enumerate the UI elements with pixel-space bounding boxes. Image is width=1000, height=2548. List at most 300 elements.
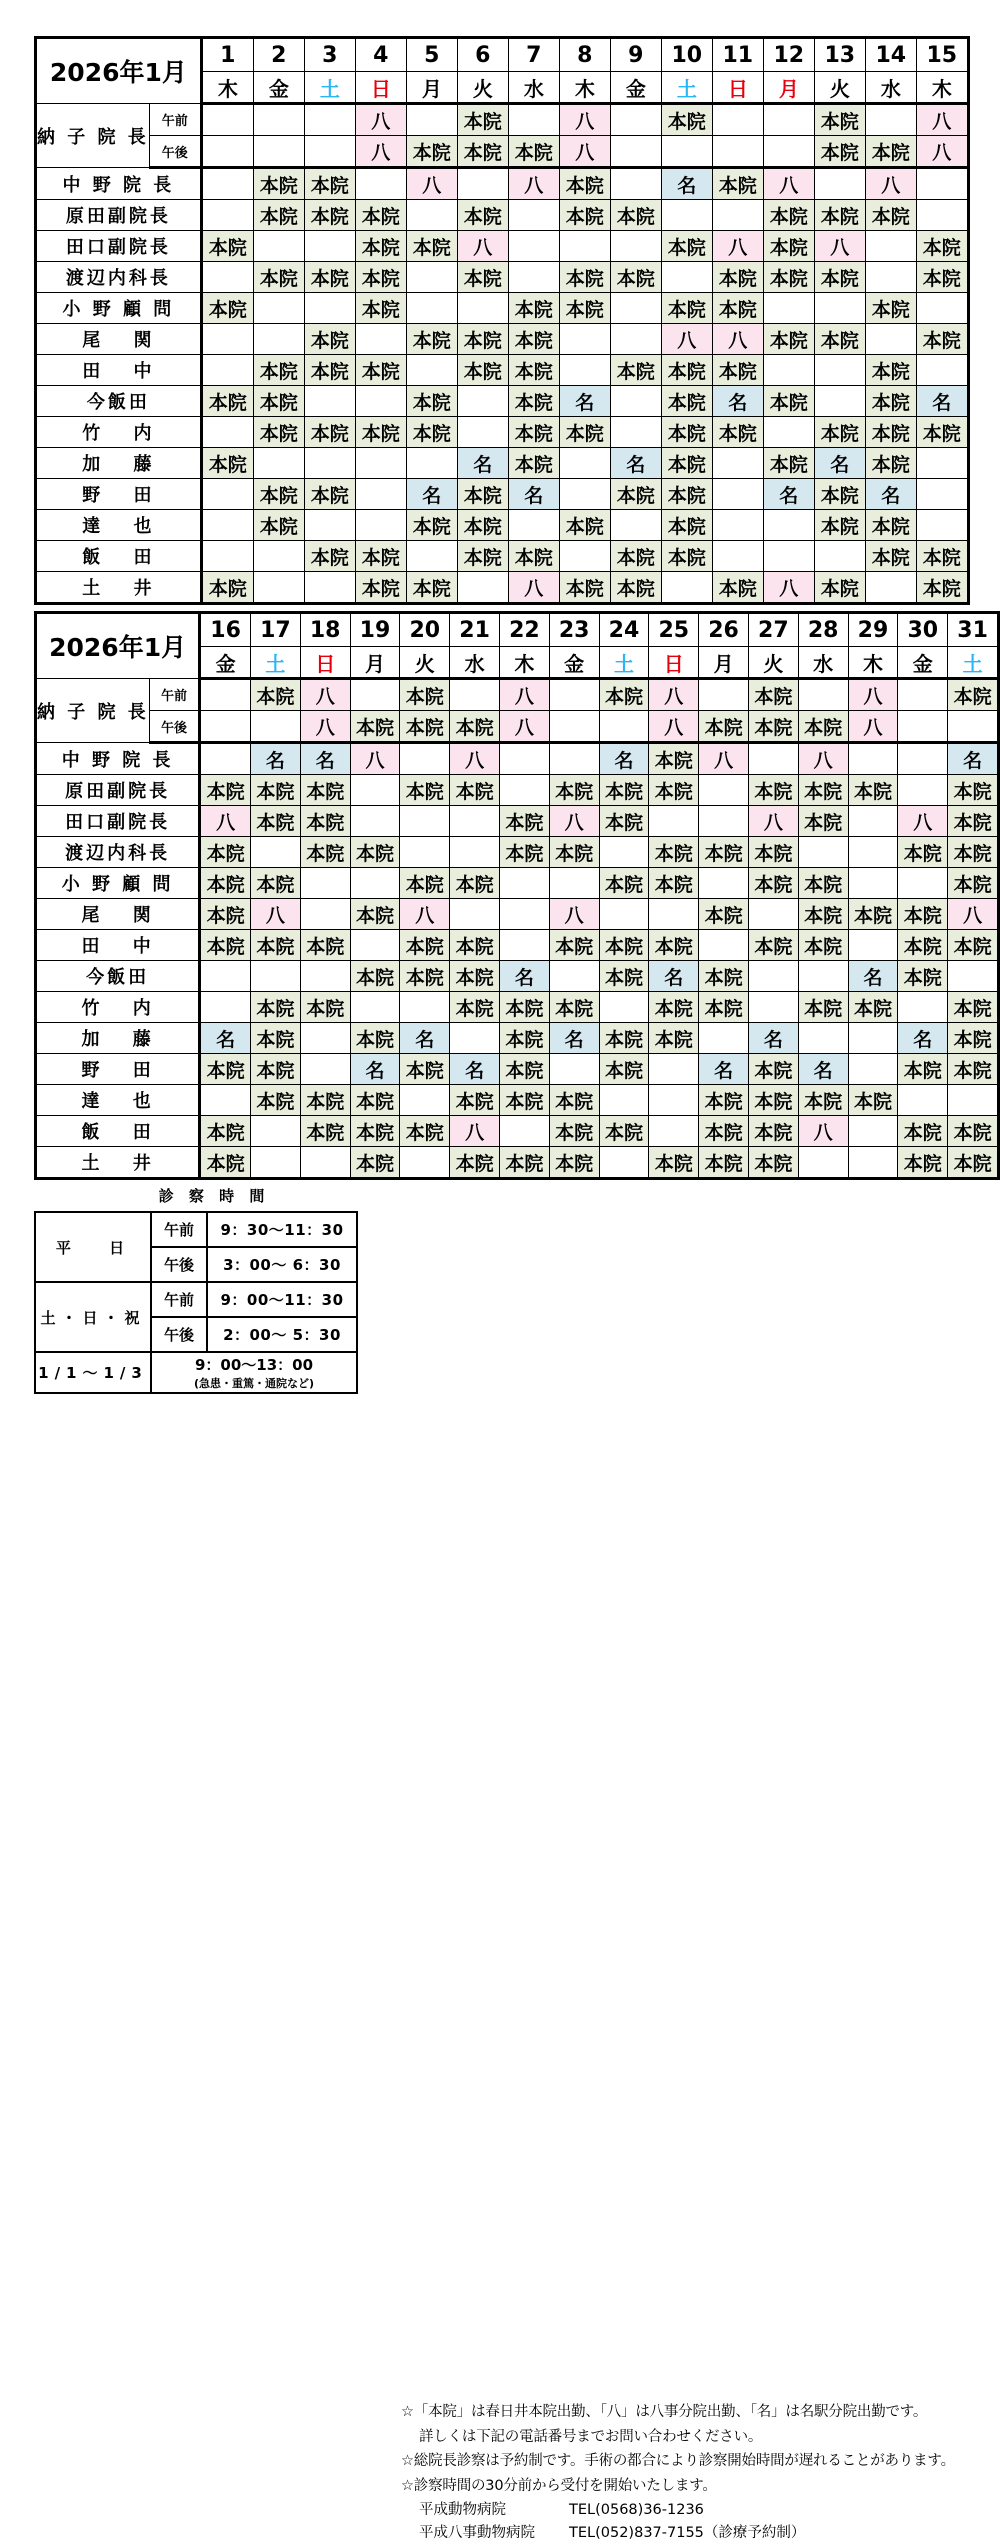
hours-newyear-note: (急患・重篤・通院など) [193, 1377, 315, 1390]
schedule-cell [559, 479, 610, 510]
schedule-cell [848, 1023, 898, 1054]
day-number-header: 7 [508, 38, 559, 72]
schedule-cell: 名 [898, 1023, 948, 1054]
schedule-cell [599, 711, 649, 743]
day-number-header: 30 [898, 613, 948, 647]
schedule-cell: 八 [355, 136, 406, 168]
staff-name: 今飯田 [36, 386, 202, 417]
hours-title: 診 察 時 間 [158, 1187, 270, 1205]
day-number-header: 2 [253, 38, 304, 72]
schedule-table-first-half [34, 36, 970, 605]
schedule-cell: 本院 [748, 1147, 798, 1179]
schedule-cell: 本院 [599, 806, 649, 837]
schedule-cell: 本院 [748, 1116, 798, 1147]
schedule-cell [763, 104, 814, 136]
schedule-cell: 本院 [948, 992, 999, 1023]
schedule-cell [748, 961, 798, 992]
schedule-cell [848, 1054, 898, 1085]
schedule-cell: 本院 [610, 541, 661, 572]
schedule-cell [916, 355, 968, 386]
schedule-cell [400, 1147, 450, 1179]
staff-name: 加 藤 [36, 448, 202, 479]
schedule-cell: 本院 [450, 930, 500, 961]
schedule-cell: 本院 [798, 711, 848, 743]
schedule-cell [350, 930, 400, 961]
schedule-cell [814, 168, 865, 200]
staff-name: 小 野 顧 問 [36, 868, 200, 899]
schedule-cell: 本院 [748, 1054, 798, 1085]
schedule-cell: 八 [798, 1116, 848, 1147]
schedule-cell: 本院 [304, 262, 355, 293]
schedule-cell: 本院 [610, 200, 661, 231]
schedule-cell [450, 899, 500, 930]
schedule-cell: 本院 [661, 386, 712, 417]
schedule-cell: 本院 [699, 899, 749, 930]
schedule-cell: 名 [350, 1054, 400, 1085]
schedule-cell [898, 679, 948, 711]
schedule-cell: 本院 [300, 930, 350, 961]
schedule-cell: 本院 [549, 1147, 599, 1179]
schedule-cell: 本院 [304, 168, 355, 200]
schedule-cell: 名 [499, 961, 549, 992]
schedule-cell: 八 [798, 743, 848, 775]
schedule-cell: 本院 [350, 837, 400, 868]
schedule-cell: 本院 [814, 104, 865, 136]
schedule-cell: 本院 [355, 541, 406, 572]
schedule-cell: 本院 [350, 961, 400, 992]
schedule-cell [699, 775, 749, 806]
schedule-cell [610, 104, 661, 136]
schedule-cell [201, 355, 253, 386]
schedule-cell [610, 293, 661, 324]
day-number-header: 22 [499, 613, 549, 647]
schedule-cell [898, 775, 948, 806]
hours-pm-time-weekend: 2：00〜 5：30 [207, 1317, 357, 1352]
schedule-cell [355, 324, 406, 355]
schedule-cell [304, 136, 355, 168]
schedule-cell: 本院 [814, 510, 865, 541]
schedule-cell [400, 806, 450, 837]
schedule-cell [201, 417, 253, 448]
day-number-header: 19 [350, 613, 400, 647]
schedule-cell [457, 168, 508, 200]
shift-label-am: 午前 [149, 679, 199, 711]
schedule-cell: 本院 [549, 930, 599, 961]
schedule-cell [253, 448, 304, 479]
schedule-cell: 本院 [251, 1054, 301, 1085]
schedule-cell: 本院 [699, 1085, 749, 1116]
schedule-cell [898, 743, 948, 775]
schedule-cell [798, 837, 848, 868]
schedule-cell: 本院 [763, 386, 814, 417]
schedule-cell: 本院 [798, 1085, 848, 1116]
consultation-hours-table [34, 1211, 358, 1394]
schedule-cell: 本院 [814, 136, 865, 168]
schedule-cell: 本院 [712, 417, 763, 448]
schedule-cell [763, 541, 814, 572]
schedule-cell: 八 [649, 711, 699, 743]
day-of-week-header: 日 [712, 72, 763, 104]
schedule-cell [200, 711, 251, 743]
schedule-cell: 八 [763, 168, 814, 200]
schedule-cell: 本院 [599, 930, 649, 961]
schedule-cell [406, 104, 457, 136]
schedule-cell [355, 510, 406, 541]
schedule-cell: 名 [549, 1023, 599, 1054]
schedule-cell: 本院 [499, 1147, 549, 1179]
schedule-cell: 名 [450, 1054, 500, 1085]
schedule-cell [508, 200, 559, 231]
day-of-week-header: 月 [350, 647, 400, 679]
shift-label-am: 午前 [149, 104, 201, 136]
staff-name: 加 藤 [36, 1023, 200, 1054]
schedule-cell [251, 961, 301, 992]
schedule-cell: 本院 [948, 679, 999, 711]
schedule-cell: 本院 [457, 510, 508, 541]
schedule-cell: 名 [763, 479, 814, 510]
schedule-cell [304, 104, 355, 136]
schedule-cell: 八 [300, 679, 350, 711]
staff-name: 野 田 [36, 1054, 200, 1085]
schedule-cell: 本院 [251, 679, 301, 711]
schedule-cell: 本院 [406, 572, 457, 604]
schedule-cell [898, 711, 948, 743]
schedule-cell: 名 [508, 479, 559, 510]
day-of-week-header: 木 [916, 72, 968, 104]
staff-name: 飯 田 [36, 541, 202, 572]
day-number-header: 16 [200, 613, 251, 647]
schedule-cell [508, 231, 559, 262]
schedule-cell: 本院 [763, 200, 814, 231]
clinic-name-yagoto: 平成八事動物病院 [419, 2524, 535, 2541]
staff-name: 渡辺内科長 [36, 262, 202, 293]
schedule-cell: 本院 [499, 1054, 549, 1085]
schedule-cell [712, 136, 763, 168]
schedule-cell [649, 899, 699, 930]
schedule-cell: 八 [499, 711, 549, 743]
schedule-cell [661, 572, 712, 604]
schedule-cell [916, 200, 968, 231]
day-number-header: 8 [559, 38, 610, 72]
schedule-cell: 八 [508, 168, 559, 200]
schedule-cell: 本院 [200, 1116, 251, 1147]
schedule-cell: 本院 [559, 417, 610, 448]
schedule-cell [300, 868, 350, 899]
schedule-cell: 本院 [865, 510, 916, 541]
schedule-cell: 名 [798, 1054, 848, 1085]
schedule-cell [253, 572, 304, 604]
schedule-cell [253, 231, 304, 262]
shift-label-pm: 午後 [149, 711, 199, 743]
schedule-cell: 本院 [661, 104, 712, 136]
schedule-cell: 本院 [450, 775, 500, 806]
schedule-cell [508, 104, 559, 136]
schedule-cell: 本院 [251, 868, 301, 899]
schedule-cell [304, 572, 355, 604]
schedule-cell [355, 448, 406, 479]
schedule-cell: 本院 [499, 992, 549, 1023]
schedule-cell [599, 992, 649, 1023]
schedule-cell: 本院 [508, 541, 559, 572]
schedule-cell: 本院 [865, 448, 916, 479]
schedule-cell: 本院 [559, 200, 610, 231]
schedule-cell: 本院 [200, 775, 251, 806]
day-of-week-header: 土 [948, 647, 999, 679]
schedule-cell: 八 [848, 711, 898, 743]
note-line-4: ☆診察時間の30分前から受付を開始いたします。 [401, 2477, 717, 2494]
schedule-cell: 八 [350, 743, 400, 775]
schedule-cell: 名 [649, 961, 699, 992]
schedule-cell [599, 1085, 649, 1116]
schedule-cell [559, 231, 610, 262]
schedule-cell [400, 992, 450, 1023]
schedule-cell [355, 479, 406, 510]
schedule-cell: 名 [457, 448, 508, 479]
schedule-cell: 本院 [948, 1116, 999, 1147]
schedule-cell [898, 1085, 948, 1116]
schedule-cell: 本院 [948, 1054, 999, 1085]
day-of-week-header: 火 [814, 72, 865, 104]
schedule-cell [304, 510, 355, 541]
schedule-cell: 本院 [355, 293, 406, 324]
day-number-header: 6 [457, 38, 508, 72]
hours-am-time-weekday: 9：30〜11：30 [207, 1212, 357, 1247]
schedule-cell: 本院 [559, 262, 610, 293]
schedule-cell: 本院 [300, 837, 350, 868]
schedule-cell: 本院 [798, 930, 848, 961]
schedule-cell: 本院 [508, 324, 559, 355]
schedule-cell: 本院 [559, 168, 610, 200]
hours-pm-label-weekend: 午後 [151, 1317, 207, 1352]
staff-name: 納 子 院 長 [36, 104, 150, 168]
staff-name: 中 野 院 長 [36, 743, 200, 775]
hours-day-weekday: 平 日 [35, 1212, 151, 1282]
schedule-cell: 本院 [649, 743, 699, 775]
schedule-cell: 本院 [406, 324, 457, 355]
schedule-cell [251, 1147, 301, 1179]
schedule-cell: 本院 [916, 231, 968, 262]
schedule-cell [610, 386, 661, 417]
schedule-cell [201, 200, 253, 231]
schedule-cell: 本院 [251, 1085, 301, 1116]
schedule-cell: 本院 [599, 1116, 649, 1147]
schedule-cell: 本院 [814, 262, 865, 293]
schedule-cell: 本院 [355, 355, 406, 386]
schedule-cell [599, 1147, 649, 1179]
schedule-cell [610, 136, 661, 168]
schedule-cell [948, 1085, 999, 1116]
schedule-cell: 名 [300, 743, 350, 775]
schedule-cell: 本院 [253, 386, 304, 417]
schedule-cell: 八 [898, 806, 948, 837]
schedule-cell: 本院 [300, 1116, 350, 1147]
schedule-cell: 本院 [814, 200, 865, 231]
schedule-cell [699, 930, 749, 961]
schedule-cell: 名 [814, 448, 865, 479]
schedule-cell [350, 806, 400, 837]
schedule-cell: 本院 [457, 541, 508, 572]
schedule-cell: 本院 [898, 1116, 948, 1147]
schedule-cell: 本院 [763, 231, 814, 262]
schedule-cell [350, 679, 400, 711]
schedule-cell: 本院 [253, 510, 304, 541]
day-number-header: 14 [865, 38, 916, 72]
schedule-cell: 八 [649, 679, 699, 711]
schedule-cell: 八 [549, 806, 599, 837]
staff-name: 原田副院長 [36, 775, 200, 806]
schedule-cell: 本院 [406, 136, 457, 168]
schedule-cell: 本院 [450, 711, 500, 743]
schedule-cell: 本院 [549, 1085, 599, 1116]
schedule-cell: 本院 [253, 479, 304, 510]
schedule-cell [798, 961, 848, 992]
schedule-cell: 本院 [559, 510, 610, 541]
staff-name: 達 也 [36, 510, 202, 541]
schedule-cell: 本院 [549, 775, 599, 806]
schedule-cell [699, 806, 749, 837]
schedule-cell [300, 899, 350, 930]
schedule-cell [814, 355, 865, 386]
schedule-cell: 本院 [661, 479, 712, 510]
schedule-cell [201, 324, 253, 355]
schedule-cell: 本院 [865, 541, 916, 572]
schedule-cell: 本院 [661, 293, 712, 324]
schedule-cell: 本院 [948, 806, 999, 837]
schedule-cell: 本院 [406, 231, 457, 262]
schedule-cell [948, 961, 999, 992]
schedule-cell [814, 541, 865, 572]
schedule-cell: 本院 [699, 1116, 749, 1147]
day-number-header: 23 [549, 613, 599, 647]
schedule-cell [798, 1147, 848, 1179]
staff-name: 田口副院長 [36, 806, 200, 837]
schedule-cell: 本院 [865, 386, 916, 417]
day-number-header: 9 [610, 38, 661, 72]
schedule-cell: 本院 [848, 1085, 898, 1116]
schedule-cell: 本院 [848, 899, 898, 930]
schedule-cell: 名 [712, 386, 763, 417]
schedule-cell: 本院 [457, 136, 508, 168]
schedule-cell: 八 [848, 679, 898, 711]
schedule-cell [916, 479, 968, 510]
schedule-cell: 本院 [549, 1116, 599, 1147]
day-number-header: 29 [848, 613, 898, 647]
schedule-cell: 本院 [898, 1054, 948, 1085]
schedule-cell [304, 386, 355, 417]
schedule-cell: 本院 [699, 711, 749, 743]
schedule-cell [549, 743, 599, 775]
schedule-cell: 本院 [251, 992, 301, 1023]
schedule-cell: 八 [549, 899, 599, 930]
schedule-cell: 本院 [406, 417, 457, 448]
schedule-cell: 本院 [355, 572, 406, 604]
schedule-cell: 本院 [748, 775, 798, 806]
schedule-cell: 本院 [508, 417, 559, 448]
schedule-cell: 名 [610, 448, 661, 479]
schedule-cell: 八 [865, 168, 916, 200]
schedule-cell: 八 [300, 711, 350, 743]
schedule-cell: 八 [355, 104, 406, 136]
day-number-header: 3 [304, 38, 355, 72]
schedule-cell [201, 136, 253, 168]
schedule-cell [457, 293, 508, 324]
schedule-cell: 本院 [253, 262, 304, 293]
telephone-row-main [401, 2503, 1000, 2518]
schedule-cell [699, 868, 749, 899]
staff-name: 田 中 [36, 930, 200, 961]
schedule-cell: 本院 [661, 231, 712, 262]
schedule-cell [499, 930, 549, 961]
schedule-cell: 本院 [400, 868, 450, 899]
day-of-week-header: 月 [763, 72, 814, 104]
schedule-cell: 八 [712, 324, 763, 355]
schedule-cell: 本院 [748, 930, 798, 961]
schedule-cell [406, 448, 457, 479]
schedule-cell: 本院 [450, 1147, 500, 1179]
schedule-cell [865, 262, 916, 293]
day-of-week-header: 金 [253, 72, 304, 104]
schedule-cell: 本院 [916, 417, 968, 448]
schedule-cell: 本院 [200, 930, 251, 961]
schedule-cell: 本院 [661, 510, 712, 541]
schedule-cell: 八 [406, 168, 457, 200]
hours-time-newyear [151, 1352, 357, 1393]
schedule-cell [948, 711, 999, 743]
schedule-cell [865, 231, 916, 262]
schedule-cell: 本院 [400, 1116, 450, 1147]
schedule-cell: 本院 [406, 386, 457, 417]
schedule-cell [406, 293, 457, 324]
schedule-cell [848, 930, 898, 961]
day-number-header: 20 [400, 613, 450, 647]
schedule-cell [253, 541, 304, 572]
hours-newyear-main: 9：00〜13：00 [194, 1356, 314, 1374]
schedule-cell [201, 479, 253, 510]
schedule-cell [848, 868, 898, 899]
schedule-cell: 名 [406, 479, 457, 510]
schedule-cell [499, 743, 549, 775]
schedule-cell: 本院 [304, 355, 355, 386]
day-number-header: 13 [814, 38, 865, 72]
schedule-cell [350, 868, 400, 899]
schedule-cell: 本院 [450, 961, 500, 992]
schedule-cell: 本院 [798, 775, 848, 806]
staff-name: 田 中 [36, 355, 202, 386]
schedule-cell [712, 200, 763, 231]
schedule-cell: 本院 [304, 541, 355, 572]
day-of-week-header: 水 [508, 72, 559, 104]
schedule-cell [916, 448, 968, 479]
schedule-cell: 本院 [865, 136, 916, 168]
schedule-cell: 八 [748, 806, 798, 837]
schedule-cell: 本院 [814, 324, 865, 355]
schedule-cell: 名 [200, 1023, 251, 1054]
schedule-cell [610, 324, 661, 355]
schedule-cell: 名 [699, 1054, 749, 1085]
schedule-cell: 本院 [201, 293, 253, 324]
day-number-header: 15 [916, 38, 968, 72]
schedule-cell [748, 899, 798, 930]
schedule-cell [304, 231, 355, 262]
schedule-cell: 本院 [457, 355, 508, 386]
day-of-week-header: 土 [661, 72, 712, 104]
schedule-cell: 本院 [661, 541, 712, 572]
schedule-cell: 本院 [350, 1147, 400, 1179]
day-of-week-header: 金 [610, 72, 661, 104]
schedule-cell: 本院 [304, 324, 355, 355]
day-of-week-header: 火 [400, 647, 450, 679]
month-title: 2026年1月 [36, 613, 200, 679]
